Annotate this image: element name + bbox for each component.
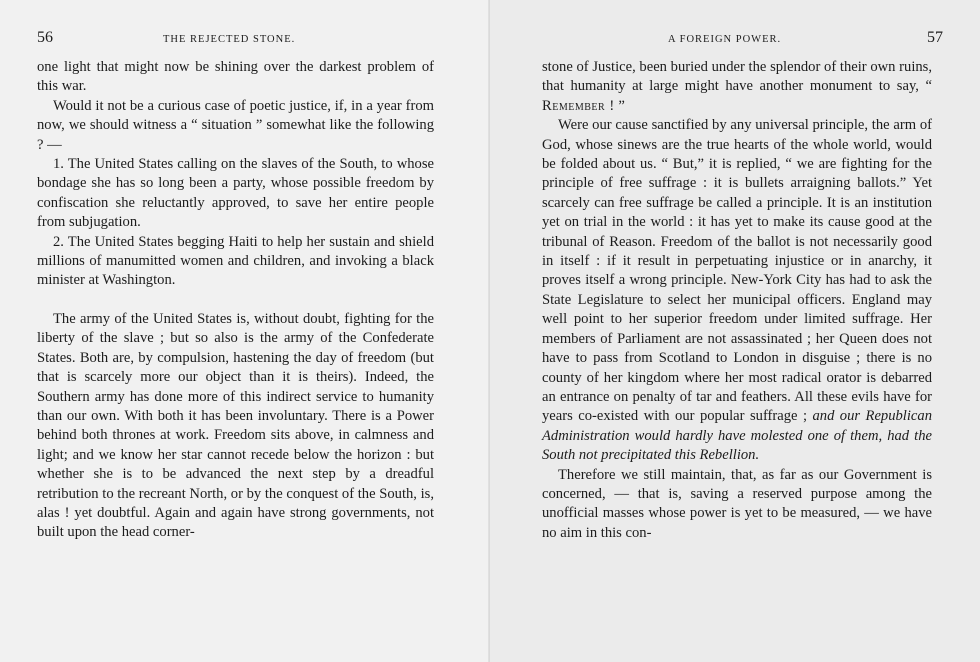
left-page-body: [37, 58, 434, 543]
right-page: [490, 0, 980, 662]
right-running-head: [542, 28, 943, 48]
left-page-number: 56: [37, 29, 53, 46]
right-running-title: A FOREIGN POWER.: [668, 34, 782, 45]
right-page-body: [542, 58, 932, 543]
right-page-number: 57: [927, 29, 943, 46]
closing-quote: ”: [614, 97, 625, 114]
paragraph: The army of the United States is, without doubt, fighting for the liberty of the slave ; but so also is the army of the Confederate States. Both are, by compulsion, hastening the day of freedom (but that is scarcely more our object than it is theirs). Indeed, the Southern army has done more of this indirect service to humanity than our own. With both it has been involuntary. There is a Power behind both thrones at work. Freedom sits above, in calmness and light; and we know her star cannot recede below the horizon : but whether she is to be advanced the next step by a dreadful retribution to the recreant North, or by the conquest of the South, is, alas ! yet doubtful. Again and again have strong governments, not built upon the head corner-: [37, 310, 434, 541]
remember-phrase: Remember !: [542, 97, 615, 114]
paragraph: [542, 116, 932, 465]
paragraph-text: Were our cause sanctified by any universal principle, the arm of God, whose sinews are the true hearts of the whole world, would be folded about us. “ But,” it is replied, “ we are fighting for the principle of free suffrage : it is bullets arraigning ballots.” Yet scarcely can free suffrage be called a principle. It is an institution yet on trial in the world : it has yet to make its cause good at the tribunal of Reason. Freedom of the ballot is not necessarily good in itself : if it result in perpetuating injustice or in anarchy, it proves itself a wrong principle. New-York City has had to ask the State Legislature to select her municipal officers. England may well point to her superior freedom under limited suffrage. Her members of Parliament are not assassinated ; her Queen does not have to pass from Scotland to London in disguise ; there is no county of her kingdom where her most radical orator is debarred an entrance on penalty of tar and feathers. All these evils have for years co-existed with our popular suffrage ;: [542, 117, 932, 425]
paragraph: Would it not be a curious case of poetic justice, if, in a year from now, we should witness a “ situation ” somewhat like the following ? —: [37, 97, 434, 153]
list-item-2: 2. The United States begging Haiti to help her sustain and shield millions of manumitted women and children, and invoking a black minister at Washington.: [37, 233, 434, 289]
left-running-title: THE REJECTED STONE.: [163, 34, 296, 45]
paragraph-text: stone of Justice, been buried under the splendor of their own ruins, that humanity at large might have another monument to say, “: [542, 59, 932, 95]
left-running-head: [37, 28, 436, 48]
italic-emphasis: and our Republican Administration would hardly have molested one of them, had the South not precipitated this Rebellion.: [542, 408, 932, 464]
section-gap: [37, 291, 434, 310]
list-item-1: 1. The United States calling on the slaves of the South, to whose bondage she has so long been a party, whose possible freedom by confiscation she reluctantly approved, to save her entire people from subjugation.: [37, 156, 434, 231]
paragraph: [542, 58, 932, 116]
paragraph: one light that might now be shining over the darkest problem of this war.: [37, 59, 434, 95]
paragraph: Therefore we still maintain, that, as far as our Government is concerned, — that is, saving a reserved purpose among the unofficial masses whose power is yet to be measured, — we have no aim in this con-: [542, 466, 932, 541]
